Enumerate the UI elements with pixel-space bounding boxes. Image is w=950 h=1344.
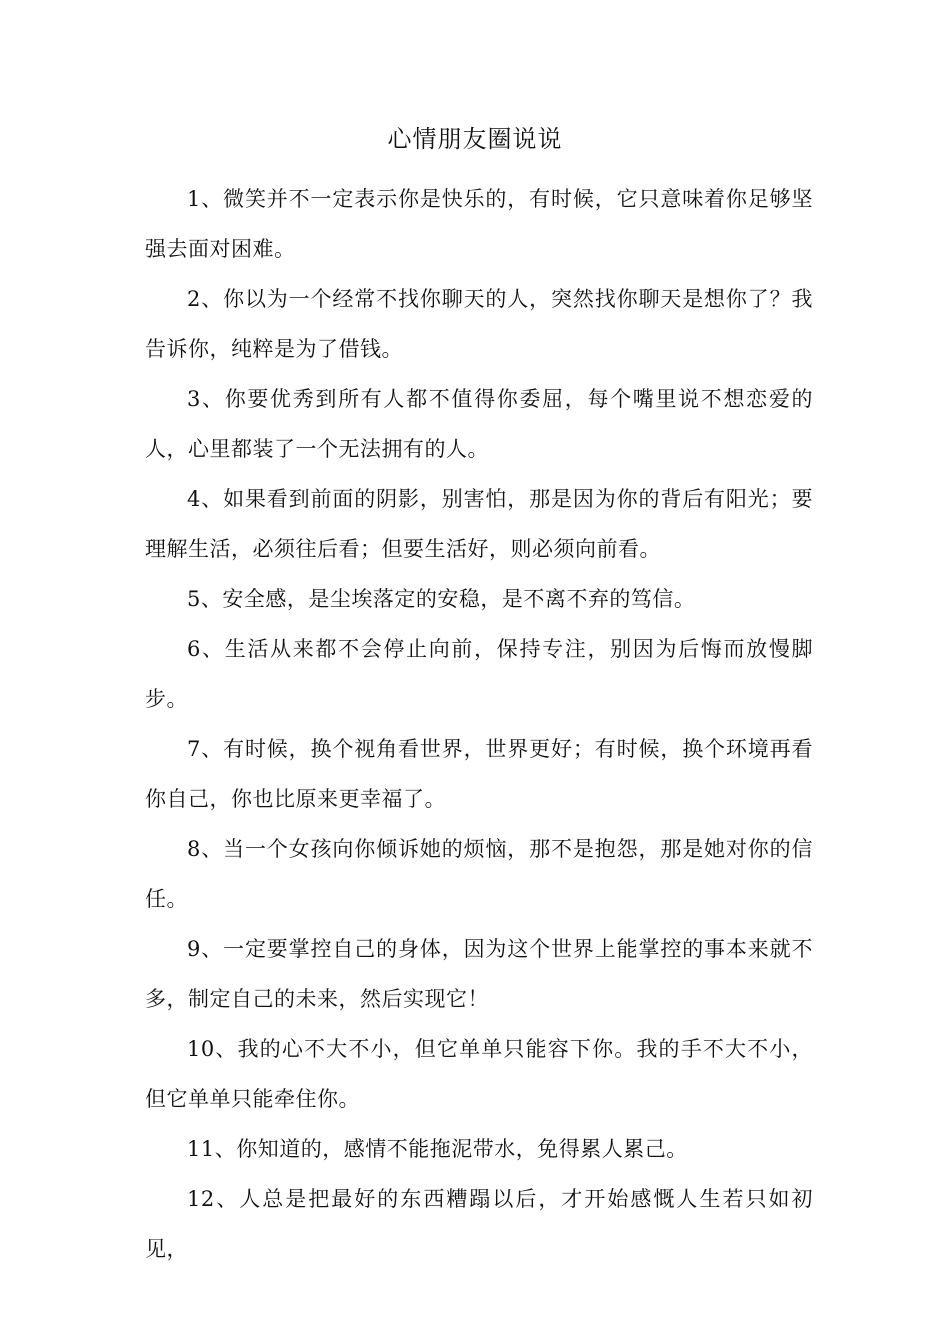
paragraph-10: 10、我的心不大不小，但它单单只能容下你。我的手不大不小，但它单单只能牵住你。 — [145, 1037, 813, 1111]
paragraph-2: 2、你以为一个经常不找你聊天的人，突然找你聊天是想你了？我告诉你，纯粹是为了借钱。 — [145, 287, 813, 361]
paragraph-5: 5、安全感，是尘埃落定的安稳，是不离不弃的笃信。 — [187, 587, 696, 611]
paragraph-3: 3、你要优秀到所有人都不值得你委屈，每个嘴里说不想恋爱的人，心里都装了一个无法拥有的人。 — [145, 387, 813, 461]
document-body — [145, 174, 813, 1274]
paragraph-6: 6、生活从来都不会停止向前，保持专注，别因为后悔而放慢脚步。 — [145, 637, 813, 711]
paragraph-9: 9、一定要掌控自己的身体，因为这个世界上能掌控的事本来就不多，制定自己的未来，然后实现它！ — [145, 937, 813, 1011]
paragraph-1: 1、微笑并不一定表示你是快乐的，有时候，它只意味着你足够坚强去面对困难。 — [145, 187, 813, 261]
paragraph-11: 11、你知道的，感情不能拖泥带水，免得累人累己。 — [187, 1137, 688, 1161]
document-title: 心情朋友圈说说 — [387, 125, 563, 153]
paragraph-4: 4、如果看到前面的阴影，别害怕，那是因为你的背后有阳光；要理解生活，必须往后看；但要生活好，则必须向前看。 — [145, 487, 813, 561]
paragraph-7: 7、有时候，换个视角看世界，世界更好；有时候，换个环境再看你自己，你也比原来更幸福了。 — [145, 737, 813, 811]
paragraph-8: 8、当一个女孩向你倾诉她的烦恼，那不是抱怨，那是她对你的信任。 — [145, 837, 813, 911]
paragraph-12: 12、人总是把最好的东西糟蹋以后，才开始感慨人生若只如初见， — [145, 1187, 813, 1261]
